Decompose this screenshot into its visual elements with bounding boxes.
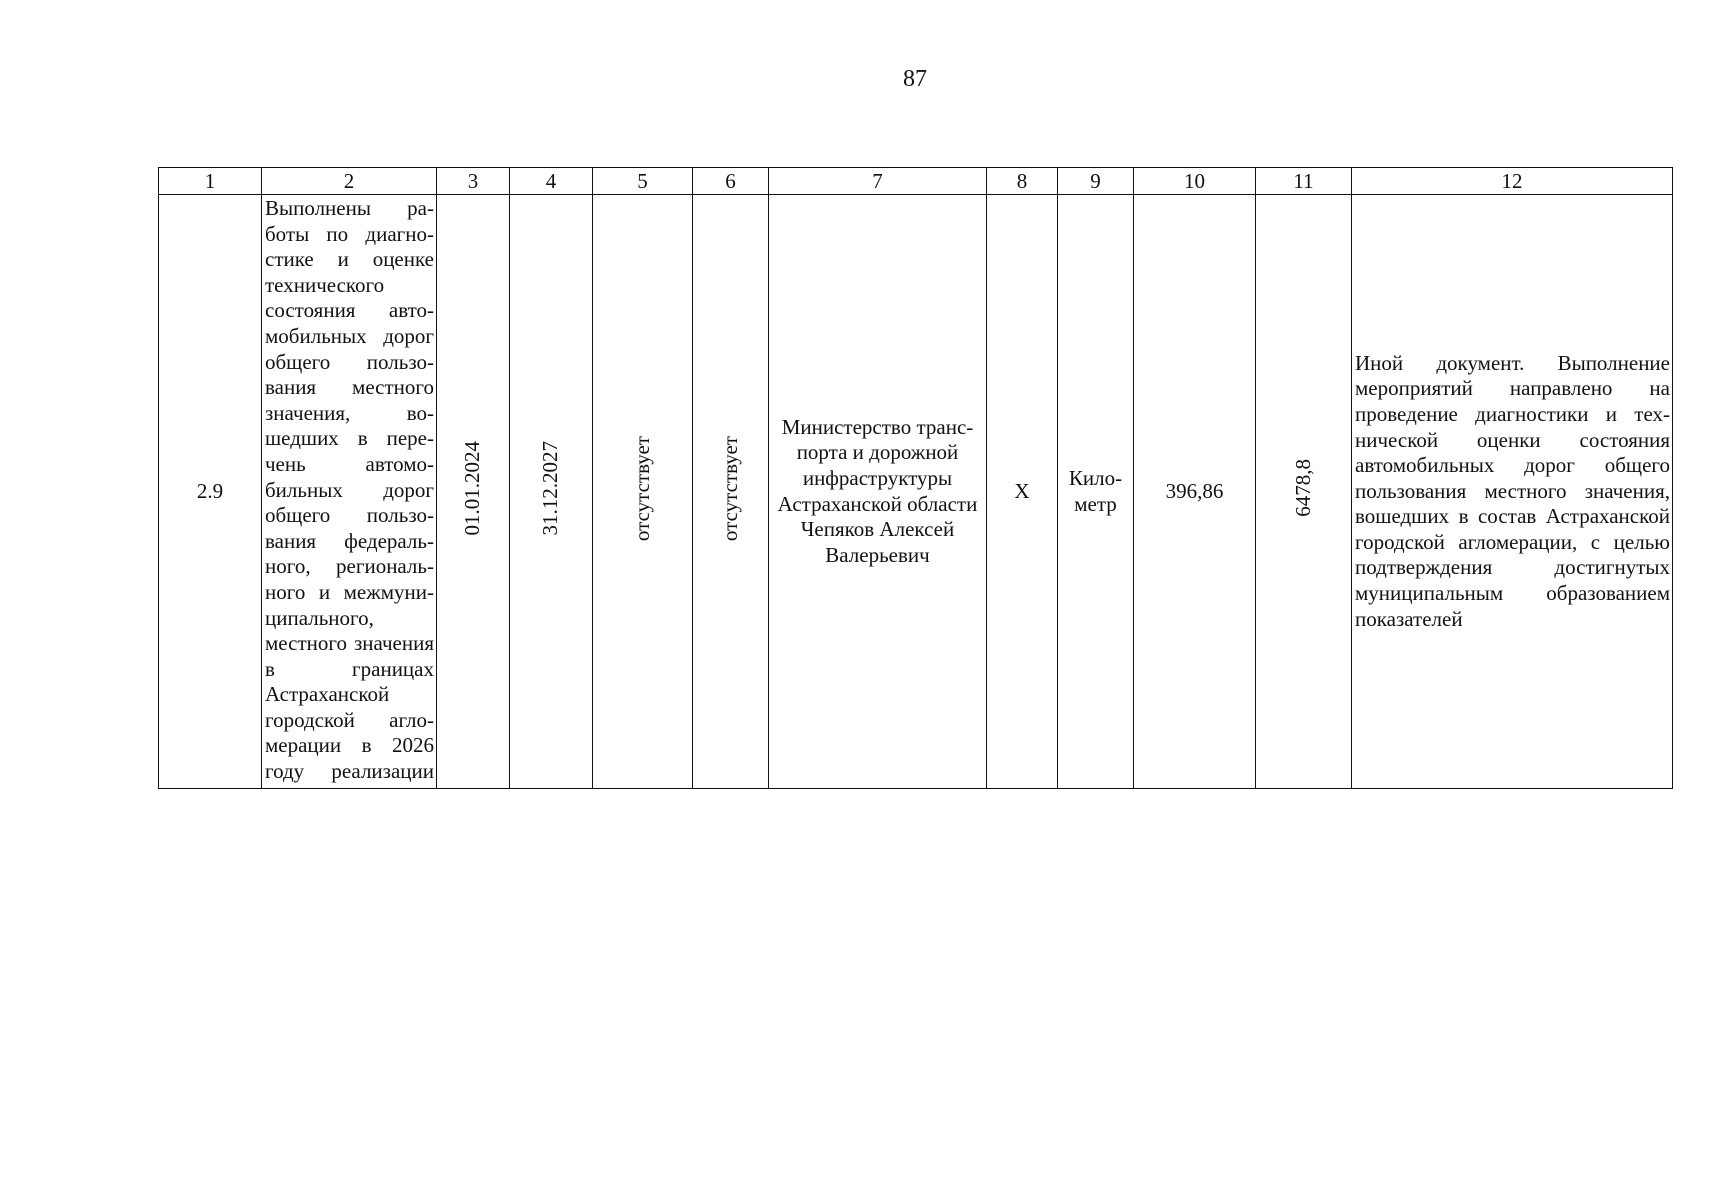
start-date-cell: [437, 195, 510, 789]
column-6-cell: [693, 195, 769, 789]
responsible-text: Министерство транспорта и дорожной инфраструктуры Астраханской области Чепяков Алексей Валерьевич: [777, 414, 978, 567]
column-header-1: 1: [159, 168, 262, 195]
column-header-9: 9: [1058, 168, 1134, 195]
value-text: 396,86: [1165, 478, 1224, 503]
column-header-4: 4: [510, 168, 593, 195]
start-date: 01.01.2024: [460, 440, 485, 536]
unit-text: Километр: [1068, 465, 1123, 516]
column-6-value: отсутствует: [717, 435, 742, 541]
page-number: 87: [903, 66, 927, 92]
data-table: [158, 167, 1673, 789]
column-header-5: 5: [593, 168, 693, 195]
column-header-6: 6: [693, 168, 769, 195]
column-header-10: 10: [1134, 168, 1256, 195]
column-5-cell: [593, 195, 693, 789]
column-5-value: отсутствует: [629, 435, 654, 541]
header-row: [159, 168, 1673, 195]
column-header-8: 8: [987, 168, 1058, 195]
responsible-cell: [769, 195, 987, 789]
column-8-cell: [987, 195, 1058, 789]
row-number-cell: [159, 195, 262, 789]
column-header-2: 2: [262, 168, 437, 195]
column-header-3: 3: [437, 168, 510, 195]
column-header-7: 7: [769, 168, 987, 195]
table-row: [159, 195, 1673, 789]
end-date: 31.12.2027: [538, 440, 563, 536]
note-text: Иной документ. Выполнение мероприятий направлено на проведение диагностики и технической оценки состояния автомобильных дорог общего пользования местного значения, вошедших в состав Астраханской городской агломерации, с целью подтверждения достигнутых муниципальным образованием показателей: [1355, 350, 1670, 631]
amount-text: 6478,8: [1290, 459, 1315, 518]
description-cell: [262, 195, 437, 789]
column-header-11: 11: [1256, 168, 1352, 195]
note-cell: [1352, 195, 1673, 789]
end-date-cell: [510, 195, 593, 789]
unit-cell: [1058, 195, 1134, 789]
value-cell: [1134, 195, 1256, 789]
description-text: Выполнены работы по диагностике и оценке технического состояния автомобильных дорог общего пользования местного значения, вошедших в перечень автомобильных дорог общего пользования федерального, регионального и межмуниципального, местного значения в границах Астраханской городской агломерации в 2026 году реализации: [265, 196, 434, 784]
column-8-value: X: [1014, 478, 1030, 503]
amount-cell: [1256, 195, 1352, 789]
row-number: 2.9: [196, 478, 224, 503]
column-header-12: 12: [1352, 168, 1673, 195]
